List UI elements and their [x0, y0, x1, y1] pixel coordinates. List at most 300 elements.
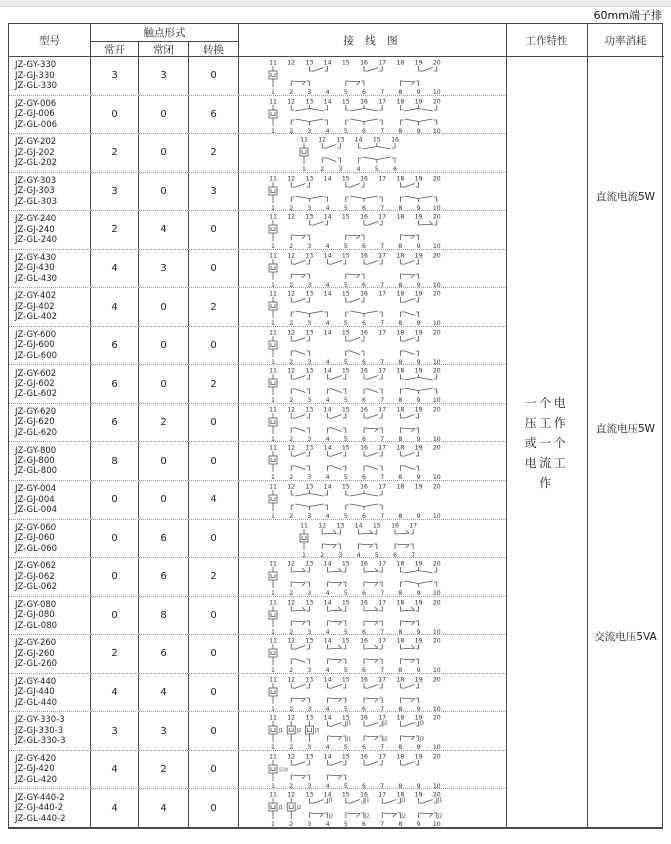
svg-text:7: 7: [380, 474, 385, 481]
svg-text:4: 4: [325, 127, 330, 134]
svg-text:14: 14: [323, 444, 332, 452]
normally-open-count: 3: [91, 173, 139, 211]
svg-text:1: 1: [271, 667, 275, 674]
working-characteristic-cell: [506, 57, 587, 828]
normally-closed-count: 2: [139, 404, 189, 442]
normally-closed-count: 6: [139, 520, 189, 558]
svg-text:12: 12: [287, 290, 296, 298]
svg-text:4: 4: [325, 628, 330, 635]
changeover-count: 4: [189, 481, 239, 519]
svg-text:17: 17: [378, 406, 387, 414]
svg-text:J2: J2: [437, 814, 443, 820]
svg-text:1: 1: [271, 705, 275, 712]
svg-text:1: 1: [271, 243, 275, 250]
svg-text:14: 14: [323, 98, 332, 106]
svg-text:启动: 启动: [278, 767, 289, 773]
model-name: JZ-GY-402: [15, 291, 57, 302]
svg-text:17: 17: [378, 444, 387, 452]
svg-text:10: 10: [432, 89, 441, 95]
svg-text:20: 20: [432, 213, 441, 221]
svg-text:16: 16: [360, 290, 368, 298]
svg-text:13: 13: [305, 637, 314, 645]
normally-closed-count: 3: [139, 57, 189, 95]
svg-text:13: 13: [305, 290, 314, 298]
svg-text:5: 5: [374, 551, 379, 558]
table-row: [9, 712, 506, 751]
svg-text:J1: J1: [365, 798, 370, 804]
table-row: [9, 558, 506, 597]
svg-text:13: 13: [305, 753, 314, 761]
svg-text:5: 5: [343, 281, 348, 288]
svg-text:13: 13: [305, 791, 314, 799]
model-name: JZ-GL-440-2: [15, 813, 66, 824]
svg-text:17: 17: [378, 753, 387, 761]
svg-text:19: 19: [414, 329, 423, 337]
model-name: JZ-GJ-620: [15, 417, 55, 428]
changeover-count: 2: [189, 288, 239, 326]
svg-text:6: 6: [362, 590, 366, 597]
model-name: JZ-GJ-330-3: [15, 725, 64, 736]
svg-text:18: 18: [396, 406, 405, 414]
svg-text:17: 17: [378, 329, 387, 337]
normally-closed-count: 3: [139, 712, 189, 750]
model-cell: [9, 558, 91, 596]
svg-text:J2: J2: [383, 721, 388, 727]
svg-text:5: 5: [343, 320, 348, 327]
power-group-ac-voltage: 交流电压5VA: [594, 631, 657, 643]
col-header-power-consumption: 功率消耗: [587, 24, 664, 57]
model-cell: [9, 520, 91, 558]
svg-text:19: 19: [414, 560, 423, 568]
svg-text:6: 6: [362, 513, 366, 520]
svg-text:5: 5: [343, 89, 348, 95]
svg-text:17: 17: [378, 637, 387, 645]
svg-text:14: 14: [323, 483, 332, 491]
model-name: JZ-GJ-600: [15, 340, 55, 351]
svg-text:9: 9: [416, 397, 421, 404]
wiring-diagram-svg: [239, 327, 506, 365]
svg-text:10: 10: [432, 667, 441, 674]
col-header-normally-open: 常开: [91, 42, 139, 57]
col-header-model: 型号: [9, 24, 91, 57]
svg-text:13: 13: [305, 98, 314, 106]
normally-open-count: 4: [91, 789, 139, 828]
svg-text:10: 10: [432, 204, 441, 211]
changeover-count: 0: [189, 57, 239, 95]
svg-text:14: 14: [323, 599, 332, 607]
svg-text:17: 17: [378, 599, 387, 607]
changeover-count: 3: [189, 173, 239, 211]
svg-text:4: 4: [325, 281, 330, 288]
svg-text:11: 11: [269, 252, 277, 260]
wiring-diagram: [239, 597, 506, 635]
svg-text:J1: J1: [278, 729, 283, 735]
svg-text:15: 15: [341, 406, 350, 414]
normally-open-count: 0: [91, 96, 139, 134]
svg-text:13: 13: [305, 59, 314, 67]
svg-text:1: 1: [271, 435, 275, 442]
wiring-diagram-svg: [239, 674, 506, 712]
svg-text:13: 13: [336, 136, 345, 144]
normally-open-count: 0: [91, 558, 139, 596]
wiring-diagram-svg: [239, 635, 506, 673]
svg-text:1: 1: [271, 358, 275, 365]
svg-text:15: 15: [341, 252, 350, 260]
svg-text:19: 19: [414, 98, 423, 106]
svg-text:19: 19: [414, 791, 423, 799]
svg-text:4: 4: [325, 821, 330, 828]
svg-text:14: 14: [323, 637, 332, 645]
svg-text:9: 9: [416, 744, 421, 751]
svg-text:5: 5: [343, 397, 348, 404]
svg-text:13: 13: [305, 444, 314, 452]
svg-text:6: 6: [393, 551, 397, 558]
svg-text:10: 10: [432, 590, 441, 597]
svg-text:1: 1: [271, 89, 275, 95]
svg-text:3: 3: [307, 667, 312, 674]
svg-text:2: 2: [289, 744, 294, 751]
normally-closed-count: 4: [139, 674, 189, 712]
normally-closed-count: 0: [139, 481, 189, 519]
normally-open-count: 2: [91, 134, 139, 172]
wiring-diagram-svg: [239, 211, 506, 249]
wiring-diagram: [239, 250, 506, 288]
svg-text:13: 13: [305, 599, 314, 607]
model-cell: [9, 57, 91, 95]
svg-text:8: 8: [398, 435, 403, 442]
svg-text:17: 17: [378, 560, 387, 568]
svg-text:18: 18: [396, 599, 405, 607]
svg-text:14: 14: [323, 367, 332, 375]
wiring-diagram: [239, 173, 506, 211]
svg-text:12: 12: [287, 252, 296, 260]
svg-text:1: 1: [271, 127, 275, 134]
svg-text:18: 18: [396, 676, 405, 684]
svg-text:12: 12: [287, 213, 296, 221]
svg-text:8: 8: [398, 705, 403, 712]
svg-text:J2: J2: [383, 737, 388, 743]
svg-text:2: 2: [289, 705, 294, 712]
svg-text:16: 16: [360, 483, 368, 491]
svg-text:10: 10: [432, 397, 441, 404]
normally-open-count: 3: [91, 57, 139, 95]
svg-text:11: 11: [269, 98, 277, 106]
svg-text:6: 6: [362, 744, 366, 751]
svg-text:16: 16: [360, 637, 368, 645]
model-name: JZ-GY-420: [15, 754, 57, 764]
normally-open-count: 2: [91, 635, 139, 673]
svg-text:1: 1: [271, 281, 275, 288]
normally-closed-count: 8: [139, 597, 189, 635]
svg-text:16: 16: [391, 136, 399, 144]
svg-text:14: 14: [323, 753, 332, 761]
svg-text:4: 4: [325, 705, 330, 712]
svg-text:5: 5: [343, 513, 348, 520]
svg-text:J3: J3: [419, 737, 425, 743]
svg-text:18: 18: [396, 175, 405, 183]
wiring-diagram-svg: [239, 288, 506, 326]
normally-open-count: 6: [91, 327, 139, 365]
svg-text:3: 3: [307, 782, 312, 789]
svg-text:18: 18: [396, 753, 405, 761]
svg-text:16: 16: [360, 753, 368, 761]
svg-text:1: 1: [271, 628, 275, 635]
svg-text:16: 16: [360, 406, 368, 414]
svg-text:1: 1: [271, 474, 275, 481]
model-cell: [9, 789, 91, 828]
table-row: [9, 173, 506, 212]
svg-text:15: 15: [341, 599, 350, 607]
model-name: JZ-GY-800: [15, 445, 57, 456]
svg-text:8: 8: [398, 821, 403, 828]
model-name: JZ-GJ-080: [15, 610, 55, 621]
changeover-count: 0: [189, 789, 239, 828]
svg-text:5: 5: [343, 358, 348, 365]
model-cell: [9, 250, 91, 288]
svg-text:6: 6: [362, 821, 366, 828]
svg-text:17: 17: [378, 98, 387, 106]
svg-text:16: 16: [360, 329, 368, 337]
svg-text:15: 15: [341, 791, 350, 799]
svg-text:11: 11: [269, 753, 277, 761]
wiring-diagram-svg: [239, 712, 506, 750]
wiring-diagram-svg: [239, 365, 506, 403]
svg-text:6: 6: [362, 397, 366, 404]
svg-text:7: 7: [380, 782, 385, 789]
normally-open-count: 8: [91, 442, 139, 480]
svg-text:17: 17: [378, 252, 387, 260]
model-name: JZ-GY-330-3: [15, 715, 65, 726]
table-row: [9, 404, 506, 443]
normally-closed-count: 2: [139, 751, 189, 789]
svg-text:8: 8: [398, 744, 403, 751]
svg-text:2: 2: [289, 782, 294, 789]
working-characteristic-text: 一个电压工作或一个电流工作: [524, 395, 569, 490]
svg-text:16: 16: [360, 676, 368, 684]
svg-text:7: 7: [380, 744, 385, 751]
svg-text:7: 7: [380, 358, 385, 365]
svg-text:1: 1: [271, 821, 275, 828]
svg-text:18: 18: [396, 329, 405, 337]
wiring-diagram-svg: [239, 558, 506, 596]
svg-text:16: 16: [391, 522, 399, 530]
svg-text:12: 12: [287, 98, 296, 106]
svg-text:13: 13: [305, 676, 314, 684]
svg-text:5: 5: [343, 705, 348, 712]
svg-text:16: 16: [360, 560, 368, 568]
svg-text:13: 13: [336, 522, 345, 530]
svg-text:15: 15: [341, 483, 350, 491]
svg-text:16: 16: [360, 213, 368, 221]
wiring-diagram-svg: [239, 789, 506, 827]
table-row: [9, 57, 506, 96]
normally-closed-count: 0: [139, 442, 189, 480]
model-name: JZ-GJ-330: [15, 70, 55, 81]
svg-text:14: 14: [323, 213, 332, 221]
svg-text:15: 15: [341, 98, 350, 106]
svg-text:14: 14: [323, 59, 332, 67]
svg-text:14: 14: [354, 136, 363, 144]
svg-text:15: 15: [341, 714, 350, 722]
svg-text:5: 5: [343, 435, 348, 442]
svg-text:4: 4: [356, 551, 361, 558]
svg-text:1: 1: [271, 513, 275, 520]
model-cell: [9, 96, 91, 134]
svg-text:13: 13: [305, 367, 314, 375]
model-name: JZ-GL-260: [15, 659, 58, 670]
svg-text:18: 18: [396, 483, 405, 491]
model-cell: [9, 481, 91, 519]
svg-text:9: 9: [416, 667, 421, 674]
svg-text:7: 7: [380, 628, 385, 635]
table-row: [9, 134, 506, 173]
normally-open-count: 0: [91, 597, 139, 635]
wiring-diagram: [239, 520, 506, 558]
svg-text:17: 17: [378, 714, 387, 722]
table-row: [9, 211, 506, 250]
svg-text:20: 20: [432, 406, 441, 414]
svg-text:3: 3: [307, 89, 312, 95]
svg-text:8: 8: [398, 320, 403, 327]
svg-text:20: 20: [432, 329, 441, 337]
svg-text:4: 4: [325, 243, 330, 250]
svg-text:J3: J3: [314, 729, 320, 735]
svg-text:18: 18: [396, 213, 405, 221]
svg-text:12: 12: [287, 483, 296, 491]
table-row: [9, 96, 506, 135]
model-name: JZ-GL-060: [15, 543, 58, 554]
changeover-count: 0: [189, 635, 239, 673]
svg-text:6: 6: [362, 243, 366, 250]
svg-text:2: 2: [289, 397, 294, 404]
svg-text:15: 15: [341, 367, 350, 375]
svg-text:6: 6: [362, 204, 366, 211]
svg-text:14: 14: [323, 406, 332, 414]
svg-text:6: 6: [362, 667, 366, 674]
svg-text:15: 15: [341, 290, 350, 298]
svg-text:9: 9: [416, 281, 421, 288]
changeover-count: 2: [189, 558, 239, 596]
svg-text:6: 6: [362, 782, 366, 789]
wiring-diagram-svg: [239, 597, 506, 635]
table-body: [9, 57, 506, 828]
wiring-diagram: [239, 751, 506, 789]
svg-text:4: 4: [325, 744, 330, 751]
svg-text:14: 14: [323, 329, 332, 337]
svg-text:2: 2: [289, 590, 294, 597]
svg-text:12: 12: [287, 753, 296, 761]
svg-text:13: 13: [305, 560, 314, 568]
table-row: [9, 481, 506, 520]
svg-text:1: 1: [271, 397, 275, 404]
normally-closed-count: 0: [139, 96, 189, 134]
svg-text:20: 20: [432, 599, 441, 607]
svg-text:20: 20: [432, 676, 441, 684]
model-name: JZ-GL-004: [15, 504, 58, 515]
table-row: [9, 751, 506, 790]
svg-text:3: 3: [307, 513, 312, 520]
svg-text:19: 19: [414, 753, 423, 761]
svg-text:9: 9: [416, 435, 421, 442]
svg-text:18: 18: [396, 791, 405, 799]
svg-text:2: 2: [320, 551, 325, 558]
svg-text:2: 2: [289, 204, 294, 211]
model-name: JZ-GL-420: [15, 774, 58, 785]
svg-text:3: 3: [307, 243, 312, 250]
svg-text:7: 7: [380, 89, 385, 95]
wiring-diagram-svg: [239, 520, 506, 558]
model-name: JZ-GY-240: [15, 214, 57, 225]
svg-text:10: 10: [432, 513, 441, 520]
svg-text:4: 4: [325, 782, 330, 789]
svg-text:14: 14: [323, 175, 332, 183]
svg-text:19: 19: [414, 252, 423, 260]
svg-text:7: 7: [380, 590, 385, 597]
normally-open-count: 6: [91, 404, 139, 442]
svg-text:6: 6: [362, 474, 366, 481]
svg-text:7: 7: [380, 821, 385, 828]
svg-text:18: 18: [396, 59, 405, 67]
svg-text:6: 6: [362, 628, 366, 635]
changeover-count: 0: [189, 404, 239, 442]
changeover-count: 0: [189, 520, 239, 558]
svg-text:19: 19: [414, 444, 423, 452]
svg-text:14: 14: [323, 791, 332, 799]
model-name: JZ-GJ-006: [15, 109, 55, 120]
svg-text:9: 9: [416, 628, 421, 635]
svg-text:16: 16: [360, 599, 368, 607]
svg-text:8: 8: [398, 243, 403, 250]
wiring-diagram-svg: [239, 134, 506, 172]
window-top-strip: [0, 0, 671, 7]
svg-text:10: 10: [432, 127, 441, 134]
svg-text:4: 4: [356, 166, 361, 173]
model-name: JZ-GJ-440: [15, 687, 55, 698]
wiring-diagram: [239, 327, 506, 365]
svg-text:8: 8: [398, 397, 403, 404]
svg-text:14: 14: [323, 290, 332, 298]
svg-text:7: 7: [380, 243, 385, 250]
svg-text:J2: J2: [365, 814, 370, 820]
svg-text:3: 3: [307, 435, 312, 442]
svg-text:7: 7: [380, 204, 385, 211]
svg-text:4: 4: [325, 474, 330, 481]
svg-text:7: 7: [380, 320, 385, 327]
svg-text:16: 16: [360, 98, 368, 106]
model-name: JZ-GY-430: [15, 252, 57, 263]
svg-text:17: 17: [378, 791, 387, 799]
svg-text:11: 11: [269, 791, 277, 799]
svg-text:13: 13: [305, 175, 314, 183]
svg-text:8: 8: [398, 667, 403, 674]
svg-text:2: 2: [289, 320, 294, 327]
svg-text:8: 8: [398, 782, 403, 789]
svg-text:J1: J1: [278, 806, 283, 812]
svg-text:14: 14: [354, 522, 363, 530]
svg-text:4: 4: [325, 358, 330, 365]
model-name: JZ-GY-303: [15, 175, 57, 186]
svg-text:19: 19: [414, 175, 423, 183]
svg-text:12: 12: [287, 599, 296, 607]
svg-text:12: 12: [287, 676, 296, 684]
wiring-diagram: [239, 365, 506, 403]
svg-text:8: 8: [398, 513, 403, 520]
svg-text:5: 5: [343, 590, 348, 597]
svg-text:8: 8: [398, 127, 403, 134]
svg-text:8: 8: [398, 358, 403, 365]
svg-text:3: 3: [307, 705, 312, 712]
svg-text:18: 18: [396, 367, 405, 375]
